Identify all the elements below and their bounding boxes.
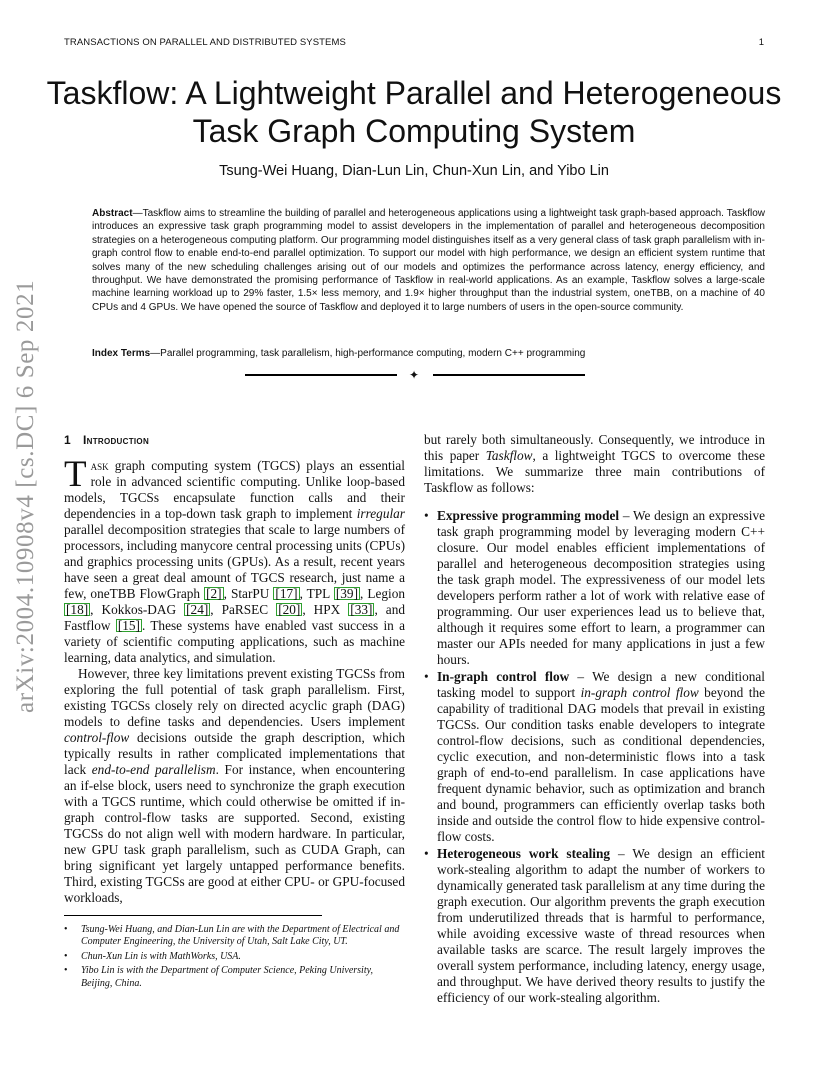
text-run: , and Fastflow [64,602,405,633]
left-column [64,432,405,992]
footnote-rule [64,915,322,916]
intro-paragraph-2 [64,666,405,906]
divider-line-right [433,374,585,376]
citation-link[interactable]: [39] [335,586,358,601]
bullet-icon: • [424,508,429,523]
text-run: , a lightweight TGCS to overcome these limitations. We summarize three main contributions of Taskflow as follows: [424,448,766,495]
footnote-text: Yibo Lin is with the Department of Computer Science, Peking University, Beijing, China. [81,965,373,989]
drop-cap-lead: ask [90,458,109,473]
emphasis: end-to-end parallelism [91,762,216,777]
footnote [64,951,405,963]
emphasis: irregular [356,506,405,521]
emphasis: control-flow [64,730,130,745]
bullet-icon: • [424,669,429,684]
text-run: decisions outside the graph description, which typically results in rather complicated implementations that lack [64,730,405,777]
citation-link[interactable]: [17] [275,586,298,601]
contribution-list [424,508,765,1006]
text-run: but rarely both simultaneously. Consequently, we introduce in this paper [424,432,765,463]
index-terms-text: —Parallel programming, task parallelism, high-performance computing, modern C++ programming [150,348,586,359]
page-number: 1 [758,37,764,48]
text-run: – We design an expressive task graph programming model by leveraging modern C++ closure. Our model enables efficient implementations of parallel and heterogeneous decomposition strategies using the task graph model. The expressiveness of our model lets developers perform rather a lot of work with relative ease of programming. Our user experiences lead us to believe that, although it requires some effort to learn, a programmer can master our APIs needed for many applications in just a few hours. [437,508,765,667]
text-run: , PaRSEC [210,602,277,617]
emphasis: in-graph control flow [580,685,699,700]
divider-line-left [245,374,397,376]
right-column [424,432,765,1007]
footnote-text: Chun-Xun Lin is with MathWorks, USA. [81,950,241,962]
footnote [64,965,405,990]
citation-link[interactable]: [33] [350,602,373,617]
section-number: 1 [64,433,71,447]
author-list: Tsung-Wei Huang, Dian-Lun Lin, Chun-Xun Lin, and Yibo Lin [219,163,609,179]
arxiv-stamp: arXiv:2004.10908v4 [cs.DC] 6 Sep 2021 [12,279,39,713]
footnote-text: Tsung-Wei Huang, and Dian-Lun Lin are with the Department of Electrical and Computer Engineering, the University of Utah, Salt Lake City, UT. [81,924,400,948]
text-run: However, three key limitations prevent existing TGCSs from exploring the full potential of task graph parallelism. First, existing TGCSs closely rely on directed acyclic graph (DAG) models to define tasks and dependencies. Users implement [64,666,405,729]
bullet-icon: • [424,846,429,861]
citation-link[interactable]: [20] [278,602,301,617]
text-run: – We design an efficient work-stealing algorithm to adapt the number of workers to dynamically generated task parallelism at any time during the graph execution. Our algorithm prevents the graph execution from underutilized threads that is harmful to performance, while avoiding excessive waste of thread resources when available tasks are scarce. The result largely improves the overall system performance, including latency, energy usage, and throughput. We have derived theory results to justify the efficiency of our work-stealing algorithm. [437,846,765,1005]
abstract-text: —Taskflow aims to streamline the building of parallel and heterogeneous applications using a lightweight task graph-based approach. Taskflow introduces an expressive task graph programming model to assist developers in the implementation of parallel and heterogeneous decomposition strategies on a heterogeneous computing platform. Our programming model distinguishes itself as a very general class of task graph parallelism with in-graph control flow to enable end-to-end parallel optimization. To support our model with high performance, we design an efficient system runtime that solves many of the new scheduling challenges arising out of our models and optimizes the performance across latency, energy efficiency, and throughput. We have demonstrated the promising performance of Taskflow in real-world applications. As an example, Taskflow solves a large-scale machine learning workload up to 29% faster, 1.5× less memory, and 1.9× higher throughput than the industrial system, oneTBB, on a machine of 40 CPUs and 4 GPUs. We have opened the source of Taskflow and deployed it to large numbers of users in the open-source community. [92,208,765,313]
index-terms-label: Index Terms [92,348,151,359]
text-run: parallel decomposition strategies that scale to large numbers of processors, including manycore central processing units (CPUs) and graphics processing units (GPUs). As a result, recent years have seen a great deal amount of TGCS research, just name a few, oneTBB FlowGraph [64,522,405,601]
citation-link[interactable]: [15] [117,618,140,633]
paper-title: Taskflow: A Lightweight Parallel and Heterogeneous Task Graph Computing System [46,75,782,149]
bullet-icon: • [64,965,68,977]
bullet-icon: • [64,950,68,962]
text-run: . These systems have enabled vast success in a variety of scientific computing applications, such as machine learning, data analytics, and simulation. [64,618,405,665]
text-run: . For instance, when encountering an if-else block, users need to synchronize the graph execution with a TGCS runtime, which could otherwise be omitted if in-graph control-flow tasks are supported. Second, existing TGCSs do not align well with modern hardware. In particular, new GPU task graph parallelism, such as CUDA Graph, can bring significant yet largely untapped performance benefits. Third, existing TGCSs are good at either CPU- or GPU-focused workloads, [64,762,405,905]
text-run: , StarPU [223,586,274,601]
divider-star-icon: ✦ [409,368,420,382]
contribution-item [424,508,765,668]
text-run: , Legion [360,586,406,601]
section-divider [245,368,585,382]
text-run: , HPX [302,602,349,617]
citation-link[interactable]: [24] [186,602,209,617]
contribution-item [424,846,765,1006]
emphasis: Taskflow [485,448,533,463]
contribution-item [424,669,765,845]
section-title: Introduction [82,433,150,447]
intro-paragraph-3 [424,432,765,496]
drop-cap: T [64,454,87,495]
contribution-title: Expressive programming model [437,508,620,523]
citation-link[interactable]: [2] [206,586,222,601]
index-terms [92,347,765,360]
text-run: , Kokkos-DAG [90,602,185,617]
contribution-title: Heterogeneous work stealing [437,846,611,861]
text-run: , TPL [299,586,334,601]
citation-link[interactable]: [18] [66,602,89,617]
contribution-title: In-graph control flow [437,669,570,684]
section-heading [64,432,405,448]
running-header: TRANSACTIONS ON PARALLEL AND DISTRIBUTED SYSTEMS [64,37,346,48]
text-run: beyond the capability of traditional DAG models that prevail in existing TGCSs. Our condition tasks enable developers to integrate control-flow decisions, such as conditional dependencies, cyclic execution, and non-deterministic flows into a task graph of end-to-end parallelism. In case applications have frequent dynamic behavior, such as optimization and branch and bound, programmers can efficiently overlap tasks both inside and outside the control flow to hide expensive control-flow costs. [437,685,765,844]
footnotes [64,924,405,990]
text-run: – We design a new conditional tasking model to support [437,669,765,700]
abstract [92,207,765,314]
text-run: graph computing system (TGCS) plays an essential role in advanced scientific computing. Unlike loop-based models, TGCSs encapsulate function calls and their dependencies in a top-down task graph to implement [64,458,405,521]
bullet-icon: • [64,924,68,935]
abstract-label: Abstract [92,208,133,219]
intro-paragraph-1 [64,454,406,666]
footnote [64,924,405,949]
